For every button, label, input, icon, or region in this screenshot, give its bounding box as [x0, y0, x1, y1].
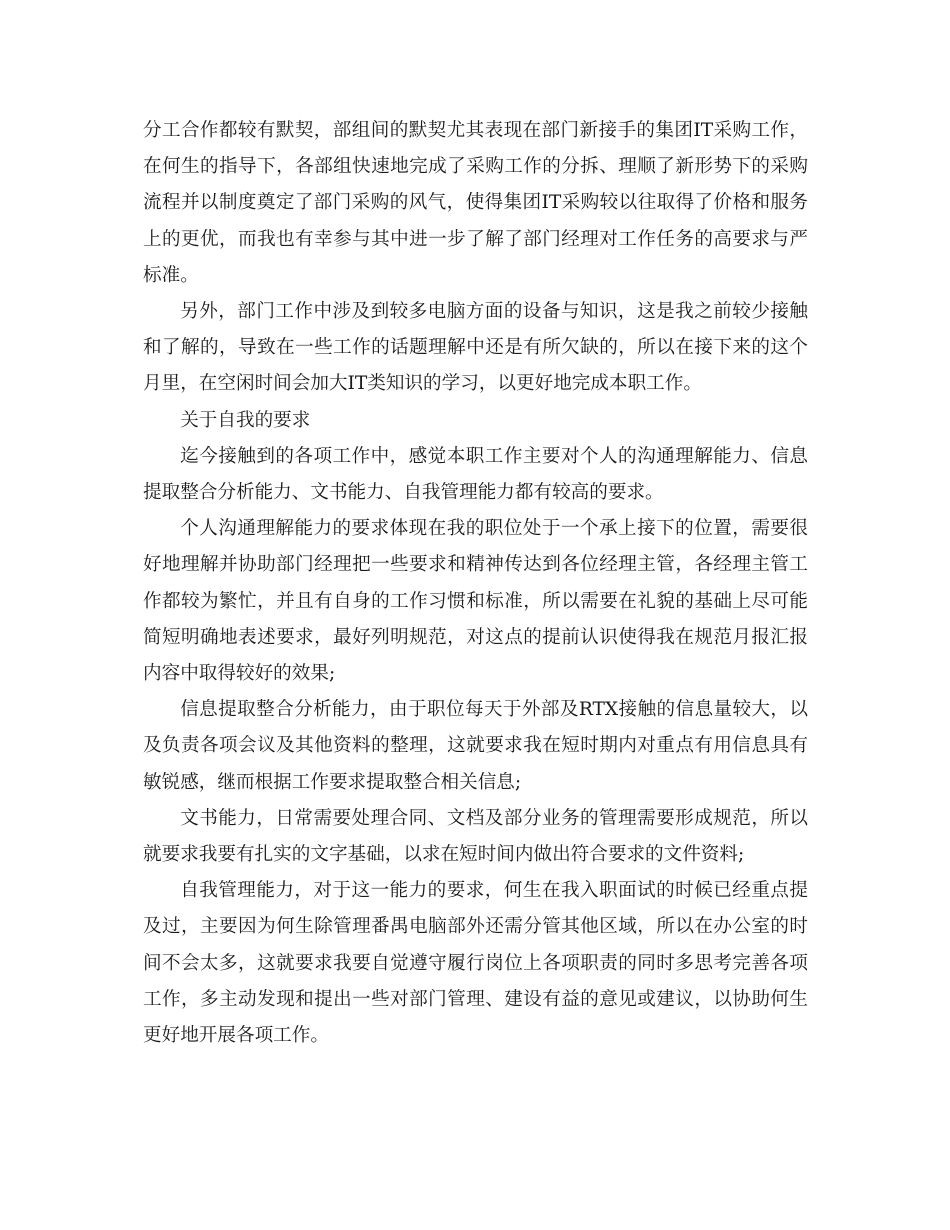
paragraph-6: 文书能力，日常需要处理合同、文档及部分业务的管理需要形成规范，所以就要求我要有扎实的文字基础，以求在短时间内做出符合要求的文件资料; — [143, 807, 808, 866]
paragraph-4: 个人沟通理解能力的要求体现在我的职位处于一个承上接下的位置，需要很好地理解并协助部门经理把一些要求和精神传达到各位经理主管，各经理主管工作都较为繁忙，并且有自身的工作习惯和标准，所以需要在礼貌的基础上尽可能简短明确地表述要求，最好列明规范，对这点的提前认识使得我在规范月报汇报内容中取得较好的效果; — [143, 518, 808, 685]
paragraph-2: 另外，部门工作中涉及到较多电脑方面的设备与知识，这是我之前较少接触和了解的，导致在一些工作的话题理解中还是有所欠缺的，所以在接下来的这个月里，在空闲时间会加大IT类知识的学习，以更好地完成本职工作。 — [143, 301, 808, 395]
paragraph-7: 自我管理能力，对于这一能力的要求，何生在我入职面试的时候已经重点提及过，主要因为何生除管理番禺电脑部外还需分管其他区域，所以在办公室的时间不会太多，这就要求我要自觉遵守履行岗位上各项职责的同时多思考完善各项工作，多主动发现和提出一些对部门管理、建设有益的意见或建议，以协助何生更好地开展各项工作。 — [143, 880, 808, 1047]
paragraph-1: 分工合作都较有默契，部组间的默契尤其表现在部门新接手的集团IT采购工作，在何生的指导下，各部组快速地完成了采购工作的分拆、理顺了新形势下的采购流程并以制度奠定了部门采购的风气，使得集团IT采购较以往取得了价格和服务上的更优，而我也有幸参与其中进一步了解了部门经理对工作任务的高要求与严标准。 — [143, 120, 808, 286]
paragraph-5: 信息提取整合分析能力，由于职位每天于外部及RTX接触的信息量较大，以及负责各项会议及其他资料的整理，这就要求我在短时期内对重点有用信息具有敏锐感，继而根据工作要求提取整合相关信息; — [143, 699, 808, 793]
document-body — [143, 113, 808, 1054]
paragraph-3: 迄今接触到的各项工作中，感觉本职工作主要对个人的沟通理解能力、信息提取整合分析能力、文书能力、自我管理能力都有较高的要求。 — [143, 445, 808, 504]
section-heading: 关于自我的要求 — [180, 409, 311, 431]
